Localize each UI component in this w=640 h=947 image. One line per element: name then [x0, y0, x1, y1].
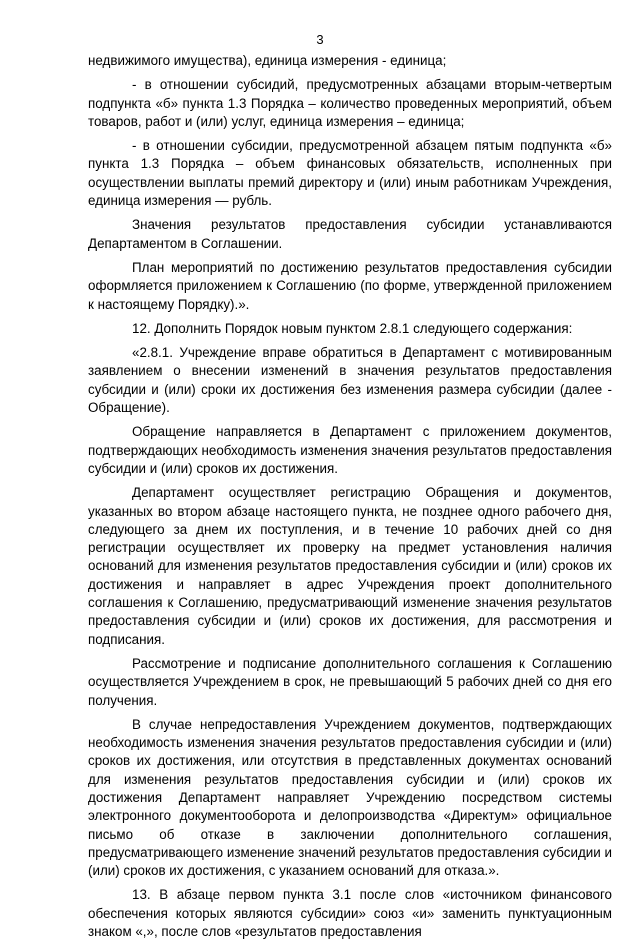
- paragraph: - в отношении субсидии, предусмотренной абзацем пятым подпункта «б» пункта 1.3 Порядка – объем финансовых обязательств, исполненных при осуществлении выплаты премий директору и (или) иным работникам Учреждения, единица измерения — рубль.: [88, 138, 612, 209]
- document-body: [88, 52, 612, 947]
- paragraph: Значения результатов предоставления субсидии устанавливаются Департаментом в Соглашении.: [88, 217, 612, 251]
- paragraph: Департамент осуществляет регистрацию Обращения и документов, указанных во втором абзаце настоящего пункта, не позднее одного рабочего дня, следующего за днем их поступления, и в течение 10 рабочих дней со дня регистрации осуществляет их проверку на предмет установления наличия оснований для изменения результатов предоставления субсидии и (или) сроков их достижения и направляет в адрес Учреждения проект дополнительного соглашения к Соглашению, предусматривающий изменение значения результатов предоставления субсидии и (или) сроков их достижения, для рассмотрения и подписания.: [88, 485, 612, 647]
- paragraph: 12. Дополнить Порядок новым пунктом 2.8.1 следующего содержания:: [132, 320, 573, 336]
- paragraph: Обращение направляется в Департамент с приложением документов, подтверждающих необходимость изменения значения результатов предоставления субсидии и (или) сроков их достижения.: [88, 424, 612, 476]
- paragraph: 13. В абзаце первом пункта 3.1 после слов «источником финансового обеспечения которых являются субсидии» союз «и» заменить пунктуационным знаком «,», после слов «результатов предоставления: [88, 887, 612, 940]
- paragraph: В случае непредоставления Учреждением документов, подтверждающих необходимость изменения значения результатов предоставления субсидии и (или) сроков их достижения, или отсутствия в представленных документах оснований для изменения результатов предоставления субсидии и (или) сроков их достижения Департамент направляет Учреждению посредством системы электронного документооборота и делопроизводства «Директум» официальное письмо об отказе в заключении дополнительного соглашения, предусматривающего изменение значений результатов предоставления субсидии и (или) сроков их достижения, с указанием оснований для отказа.».: [88, 716, 612, 879]
- paragraph: Рассмотрение и подписание дополнительного соглашения к Соглашению осуществляется Учреждением в срок, не превышающий 5 рабочих дней со дня его получения.: [88, 655, 612, 708]
- paragraph: План мероприятий по достижению результатов предоставления субсидии оформляется приложением к Соглашению (по форме, утвержденной приложением к настоящему Порядку).».: [88, 259, 612, 312]
- paragraph: «2.8.1. Учреждение вправе обратиться в Департамент с мотивированным заявлением о внесении изменений в значения результатов предоставления субсидии и (или) сроки их достижения без изменения размера субсидии (далее - Обращение).: [88, 345, 612, 416]
- paragraph: недвижимого имущества), единица измерения - единица;: [88, 53, 447, 68]
- paragraph: - в отношении субсидий, предусмотренных абзацами вторым-четвертым подпункта «б» пункта 1.3 Порядка – количество проведенных мероприятий, объем товаров, работ и (или) услуг, единица измерения – единица;: [88, 77, 612, 129]
- page-number: 3: [316, 32, 324, 47]
